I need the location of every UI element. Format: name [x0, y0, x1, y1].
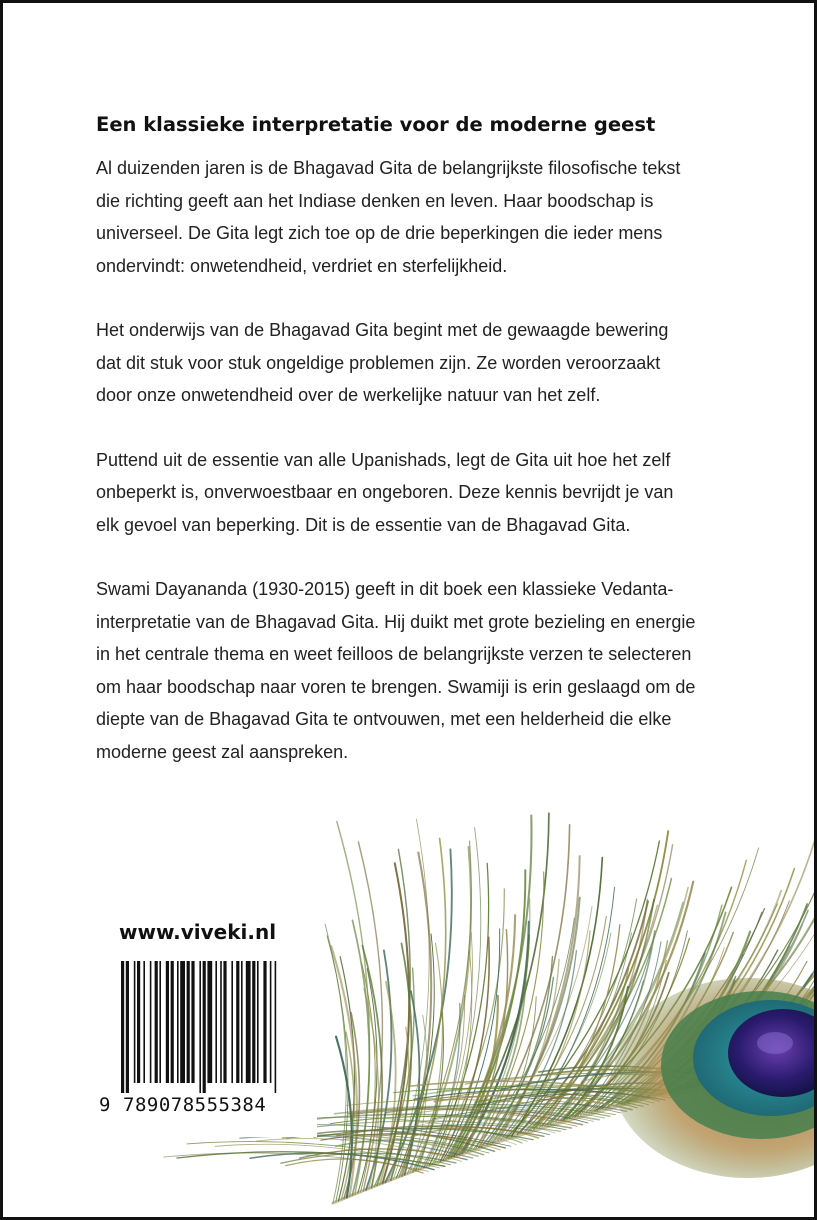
- text-line: elk gevoel van beperking. Dit is de essentie van de Bhagavad Gita.: [96, 514, 631, 535]
- barcode-bar: [121, 961, 124, 1093]
- barcode-bar: [155, 961, 158, 1083]
- blurb-heading: Een klassieke interpretatie voor de moderne geest: [96, 113, 656, 136]
- barcode-bar: [143, 961, 145, 1083]
- text-line: ondervindt: onwetendheid, verdriet en sterfelijkheid.: [96, 255, 508, 276]
- text-line: om haar boodschap naar voren te brengen. Swamiji is erin geslaagd om de: [96, 676, 696, 697]
- barcode-bar: [257, 961, 259, 1083]
- barcode-bar: [126, 961, 129, 1093]
- back-cover-blurb: [96, 110, 736, 800]
- barcode-bar: [246, 961, 251, 1083]
- text-line: Puttend uit de essentie van alle Upanishads, legt de Gita uit hoe het zelf: [96, 449, 671, 470]
- barcode-bar: [191, 961, 194, 1083]
- barcode-bars: [99, 961, 317, 1093]
- barcode-bar: [263, 961, 266, 1083]
- blurb-paragraph: [96, 573, 736, 768]
- isbn-first-digit: 9: [99, 1094, 111, 1116]
- barcode-bar: [199, 961, 201, 1093]
- barcode-bar: [187, 961, 190, 1083]
- text-line: die richting geeft aan het Indiase denken en leven. Haar boodschap is: [96, 190, 654, 211]
- barcode-bar: [171, 961, 174, 1083]
- barcode-bar: [231, 961, 233, 1083]
- text-line: dat dit stuk voor stuk ongeldige problemen zijn. Ze worden veroorzaakt: [96, 352, 661, 373]
- text-line: universeel. De Gita legt zich toe op de drie beperkingen die ieder mens: [96, 223, 663, 243]
- website-url: www.viveki.nl: [119, 920, 277, 944]
- text-line: in het centrale thema en weet feilloos de belangrijkste verzen te selecteren: [96, 644, 692, 664]
- text-line: door onze onwetendheid over de werkelijke natuur van het zelf.: [96, 385, 601, 405]
- text-line: Het onderwijs van de Bhagavad Gita begint met de gewaagde bewering: [96, 320, 669, 340]
- barcode-bar: [207, 961, 212, 1083]
- barcode-bar: [270, 961, 272, 1083]
- barcode-bar: [215, 961, 217, 1083]
- barcode-bar: [180, 961, 185, 1083]
- isbn-barcode: [99, 961, 317, 1137]
- isbn-digits: 789078555384: [123, 1094, 267, 1116]
- text-line: Al duizenden jaren is de Bhagavad Gita de belangrijkste filosofische tekst: [96, 158, 681, 178]
- text-line: diepte van de Bhagavad Gita te ontvouwen, met een helderheid die elke: [96, 709, 672, 729]
- barcode-bar: [275, 961, 277, 1093]
- barcode-bar: [203, 961, 206, 1093]
- blurb-paragraph: [96, 314, 736, 412]
- text-line: onbeperkt is, onverwoestbaar en ongeboren. Deze kennis bevrijdt je van: [96, 482, 674, 502]
- barcode-bar: [223, 961, 226, 1083]
- barcode-bar: [134, 961, 136, 1083]
- blurb-paragraph: [96, 444, 736, 542]
- text-line: Swami Dayananda (1930-2015) geeft in dit boek een klassieke Vedanta-: [96, 579, 674, 599]
- barcode-bar: [177, 961, 179, 1083]
- text-line: interpretatie van de Bhagavad Gita. Hij duikt met grote bezieling en energie: [96, 611, 696, 632]
- barcode-bar: [241, 961, 243, 1083]
- barcode-bar: [159, 961, 161, 1083]
- barcode-bar: [236, 961, 239, 1083]
- barcode-bar: [166, 961, 169, 1083]
- barcode-bar: [150, 961, 152, 1083]
- barcode-bar: [252, 961, 255, 1083]
- barcode-bar: [220, 961, 222, 1083]
- barcode-bar: [137, 961, 140, 1083]
- text-line: moderne geest zal aanspreken.: [96, 741, 349, 762]
- blurb-paragraph: [96, 152, 736, 282]
